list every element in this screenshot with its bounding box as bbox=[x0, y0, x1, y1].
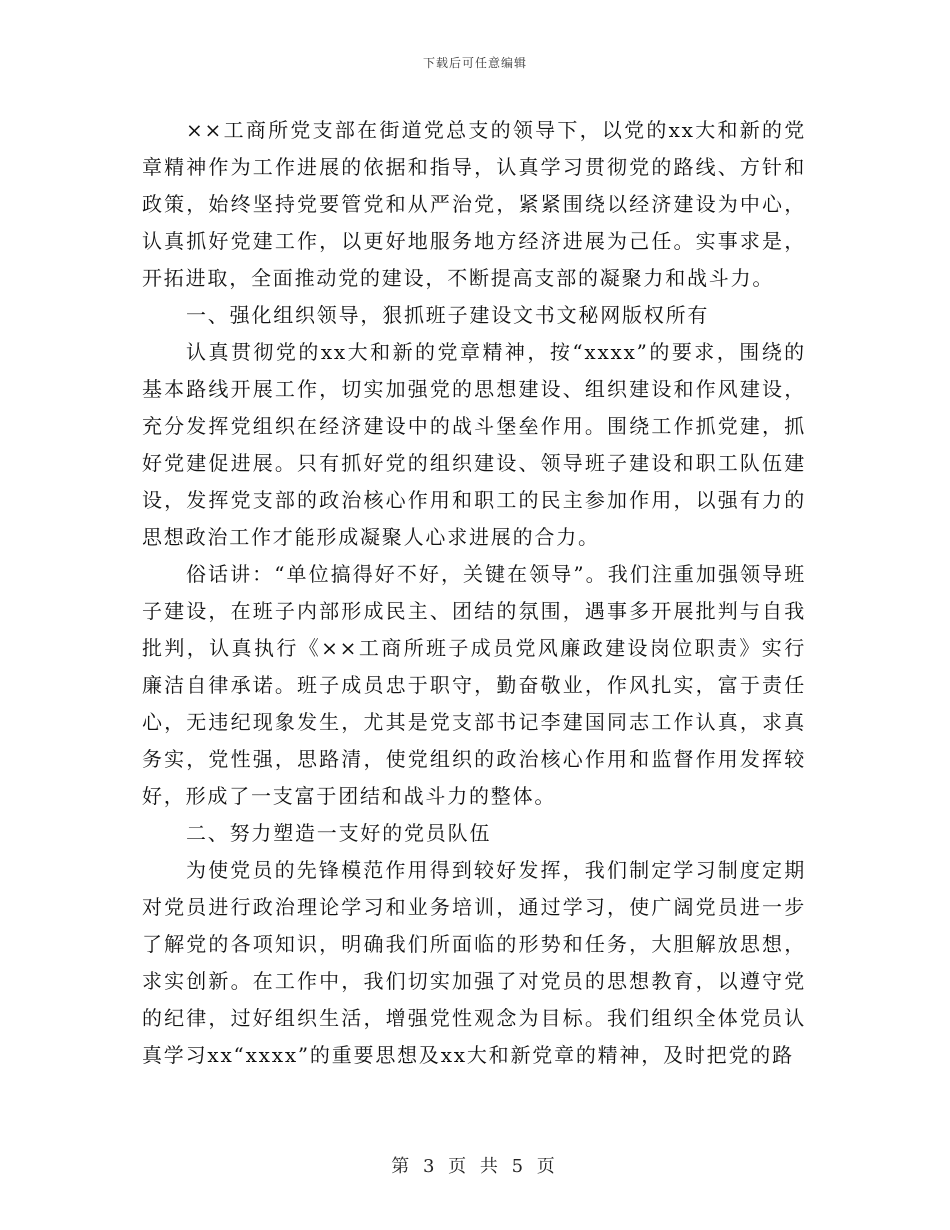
page-header: 下载后可任意编辑 bbox=[422, 56, 527, 70]
paragraph-intro: ××工商所党支部在街道党总支的领导下，以党的xx大和新的党章精神作为工作进展的依据和指导，认真学习贯彻党的路线、方针和政策，始终坚持党要管党和从严治党，紧紧围绕以经济建设为中心，认真抓好党建工作，以更好地服务地方经济进展为己任。实事求是，开拓进取，全面推动党的建设，不断提高支部的凝聚力和战斗力。 bbox=[142, 118, 806, 290]
section-heading-1: 一、强化组织领导，狠抓班子建设文书文秘网版权所有 bbox=[186, 303, 710, 327]
document-body bbox=[142, 112, 806, 1074]
section-heading-2: 二、努力塑造一支好的党员队伍 bbox=[186, 821, 492, 845]
paragraph-leadership: 俗话讲：“单位搞得好不好，关键在领导”。我们注重加强领导班子建设，在班子内部形成民主、团结的氛围，遇事多开展批判与自我批判，认真执行《××工商所班子成员党风廉政建设岗位职责》实行廉洁自律承诺。班子成员忠于职守，勤奋敬业，作风扎实，富于责任心，无违纪现象发生，尤其是党支部书记李建国同志工作认真，求真务实，党性强，思路清，使党组织的政治核心作用和监督作用发挥较好，形成了一支富于团结和战斗力的整体。 bbox=[142, 562, 806, 808]
page-footer: 第 3 页 共 5 页 bbox=[391, 1156, 559, 1177]
paragraph-party-spirit: 认真贯彻党的xx大和新的党章精神，按“xxxx”的要求，围绕的基本路线开展工作，切实加强党的思想建设、组织建设和作风建设，充分发挥党组织在经济建设中的战斗堡垒作用。围绕工作抓党建，抓好党建促进展。只有抓好党的组织建设、领导班子建设和职工队伍建设，发挥党支部的政治核心作用和职工的民主参加作用，以强有力的思想政治工作才能形成凝聚人心求进展的合力。 bbox=[142, 340, 806, 549]
paragraph-members: 为使党员的先锋模范作用得到较好发挥，我们制定学习制度定期对党员进行政治理论学习和业务培训，通过学习，使广阔党员进一步了解党的各项知识，明确我们所面临的形势和任务，大胆解放思想，求实创新。在工作中，我们切实加强了对党员的思想教育，以遵守党的纪律，过好组织生活，增强党性观念为目标。我们组织全体党员认真学习xx“xxxx”的重要思想及xx大和新党章的精神，及时把党的路 bbox=[142, 858, 806, 1067]
